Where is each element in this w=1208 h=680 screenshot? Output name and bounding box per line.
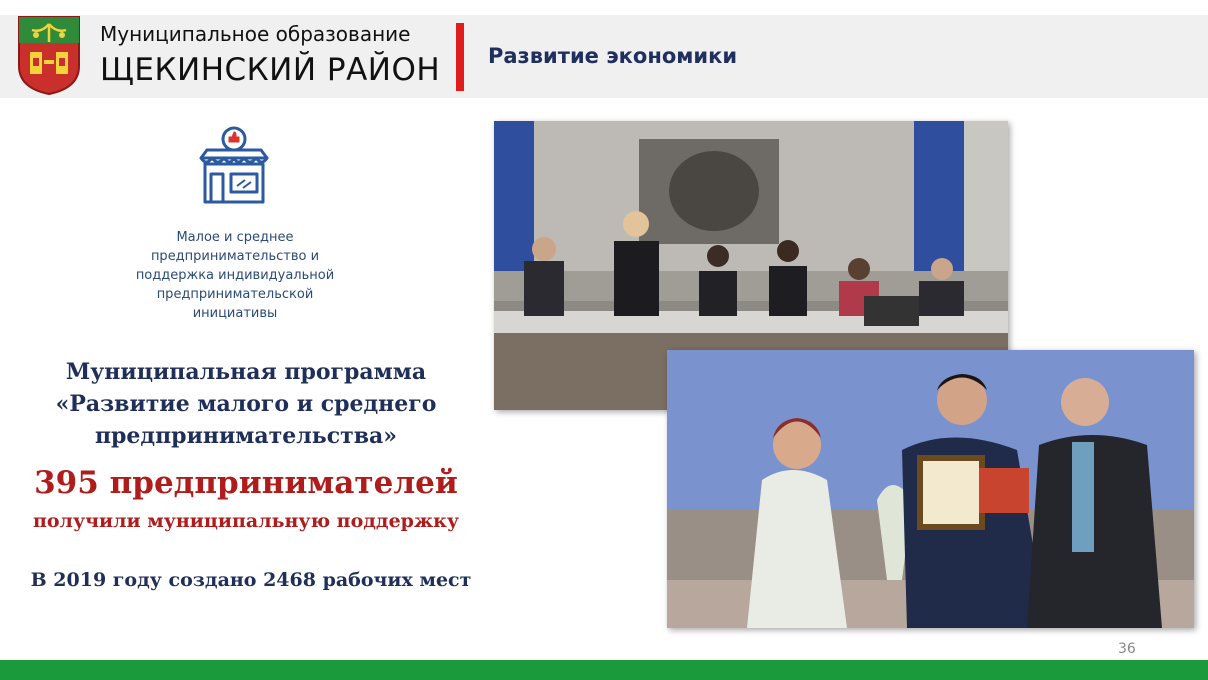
sme-caption-line: инициативы (192, 306, 278, 321)
sme-caption (120, 228, 350, 323)
program-title (20, 356, 472, 452)
shop-icon (193, 126, 275, 208)
municipality-subtitle: Муниципальное образование (100, 22, 411, 46)
award-ceremony-photo (667, 350, 1194, 628)
footer-bar (0, 660, 1208, 680)
entrepreneurs-count: 395 предпринимателей (34, 465, 458, 501)
page-number: 36 (1118, 641, 1136, 657)
sme-caption-line: поддержка индивидуальной (135, 268, 335, 283)
section-title: Развитие экономики (488, 44, 738, 68)
district-title: ЩЕКИНСКИЙ РАЙОН (100, 52, 441, 88)
sme-caption-line: Малое и среднее (176, 230, 294, 245)
support-text: получили муниципальную поддержку (32, 510, 460, 532)
program-title-line: предпринимательства» (94, 423, 398, 449)
sme-caption-line: предпринимательство и (150, 249, 320, 264)
header-divider (456, 23, 464, 91)
sme-caption-line: предпринимательской (156, 287, 314, 302)
program-title-line: Муниципальная программа (65, 359, 427, 385)
program-title-line: «Развитие малого и среднего (55, 391, 437, 417)
jobs-text: В 2019 году создано 2468 рабочих мест (30, 569, 472, 591)
coat-of-arms-icon (16, 14, 82, 96)
